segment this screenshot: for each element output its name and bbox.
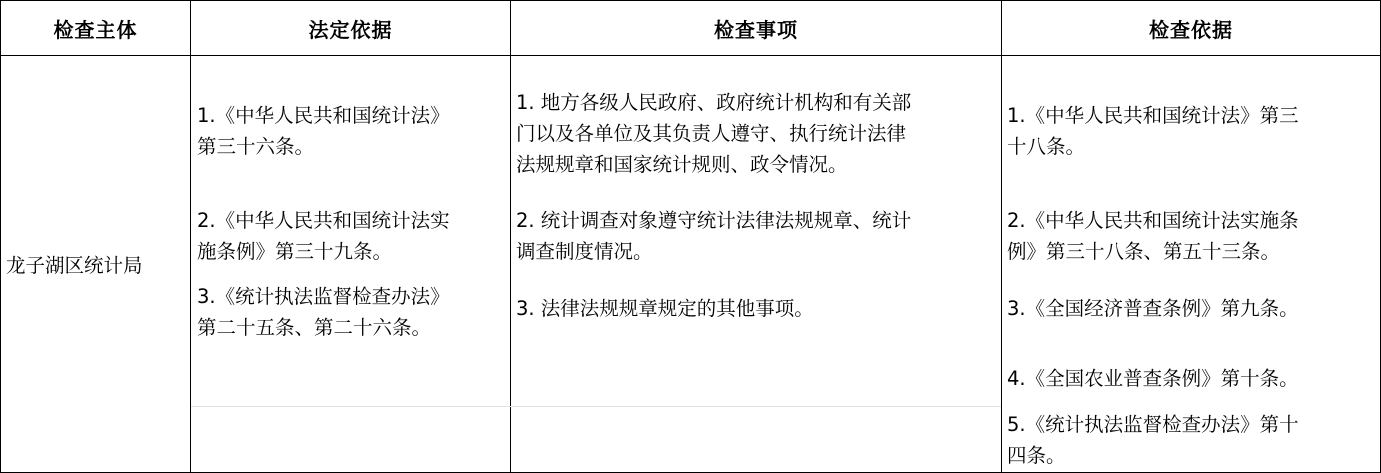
inspection-item-3: 3. 法律法规规章规定的其他事项。 <box>516 297 814 320</box>
header-bottom-border <box>0 55 1381 56</box>
subject-cell: 龙子湖区统计局 <box>6 254 143 277</box>
legal-basis-item-1: 1.《中华人民共和国统计法》 第三十六条。 <box>197 104 450 158</box>
inspection-basis-item-2: 2.《中华人民共和国统计法实施条 例》第三十八条、第五十三条。 <box>1007 209 1299 263</box>
legal-basis-item-3: 3.《统计执法监督检查办法》 第二十五条、第二十六条。 <box>197 285 450 339</box>
legal-basis-item-2: 2.《中华人民共和国统计法实 施条例》第三十九条。 <box>197 209 450 263</box>
inspection-basis-item-4: 4.《全国农业普查条例》第十条。 <box>1007 367 1299 390</box>
inspection-item-1: 1. 地方各级人民政府、政府统计机构和有关部 门以及各单位及其负责人遵守、执行统计法律 法规规章和国家统计规则、政令情况。 <box>516 91 912 176</box>
inspection-item-2: 2. 统计调查对象遵守统计法律法规规章、统计 调查制度情况。 <box>516 209 912 263</box>
inspection-basis-item-3: 3.《全国经济普查条例》第九条。 <box>1007 297 1299 320</box>
column-divider-2 <box>510 0 511 473</box>
header-subject: 检查主体 <box>53 17 138 42</box>
inspection-basis-item-1: 1.《中华人民共和国统计法》第三 十八条。 <box>1007 104 1299 158</box>
inner-row-divider <box>191 406 1001 407</box>
inspection-basis-item-5: 5.《统计执法监督检查办法》第十 四条。 <box>1007 413 1299 467</box>
column-divider-3 <box>1001 0 1002 473</box>
table-left-border <box>0 0 1 473</box>
header-legal-basis: 法定依据 <box>308 17 393 42</box>
header-inspection-items: 检查事项 <box>714 17 798 42</box>
header-inspection-basis: 检查依据 <box>1149 17 1233 42</box>
column-divider-1 <box>190 0 191 473</box>
